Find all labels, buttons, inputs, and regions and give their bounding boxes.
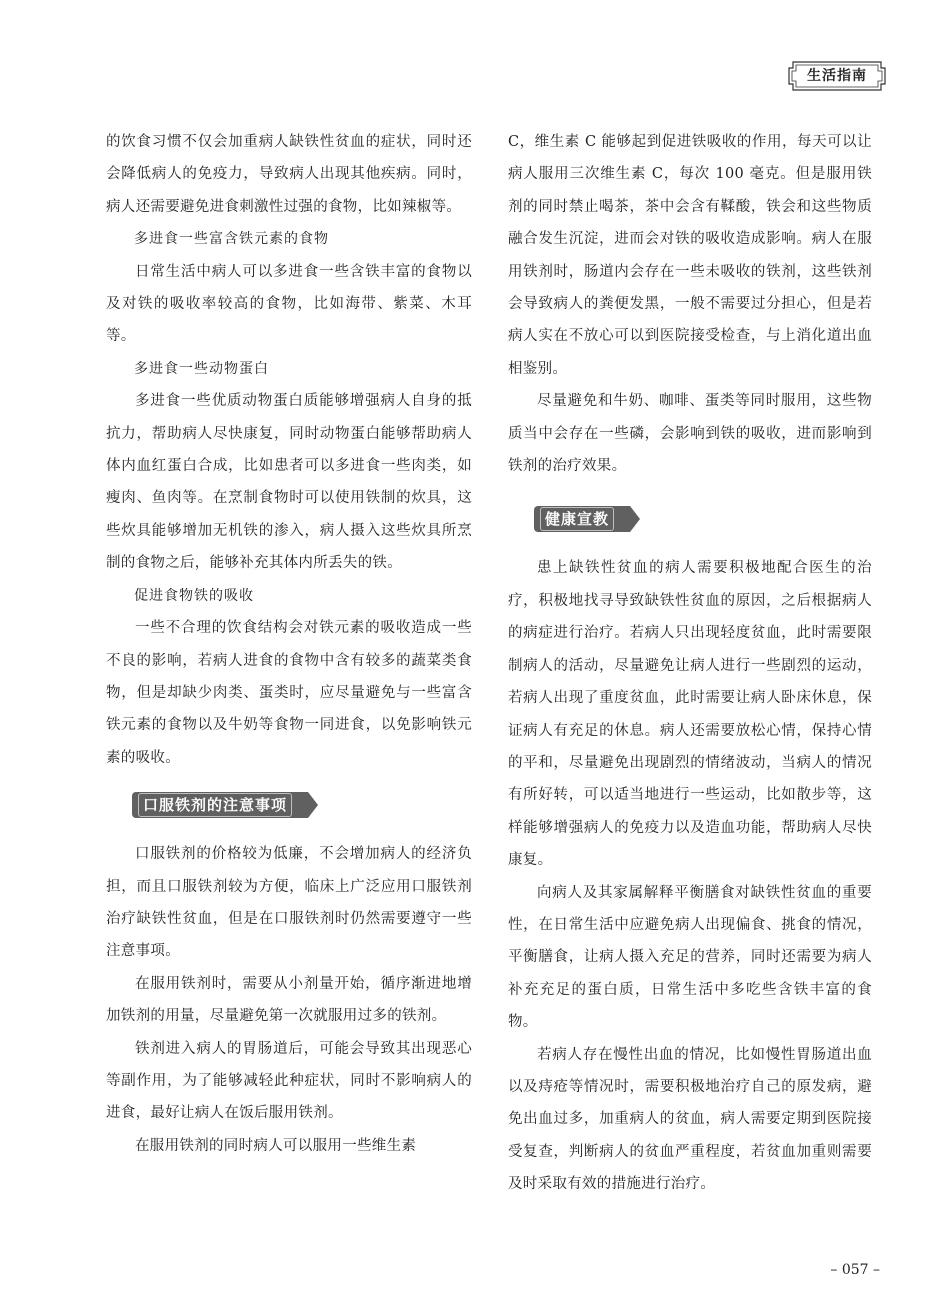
- paragraph: 铁剂进入病人的胃肠道后，可能会导致其出现恶心等副作用，为了能够减轻此种症状，同时不影响病人的进食，最好让病人在饭后服用铁剂。: [106, 1040, 472, 1122]
- paragraph: 在服用铁剂时，需要从小剂量开始，循序渐进地增加铁剂的用量，尽量避免第一次就服用过多的铁剂。: [106, 975, 472, 1025]
- paragraph: 若病人存在慢性出血的情况，比如慢性胃肠道出血以及痔疮等情况时，需要积极地治疗自己的原发病，避免出血过多，加重病人的贫血，病人需要定期到医院接受复查，判断病人的贫血严重程度，若贫血加重则需要及时采取有效的措施进行治疗。: [508, 1046, 872, 1193]
- page-number: – 057 –: [830, 1262, 880, 1278]
- paragraph: 多进食一些优质动物蛋白质能够增强病人自身的抵抗力，帮助病人尽快康复，同时动物蛋白能够帮助病人体内血红蛋白合成，比如患者可以多进食一些肉类，如瘦肉、鱼肉等。在烹制食物时可以使用铁制的炊具，这些炊具能够增加无机铁的渗入，病人摄入这些炊具所烹制的食物之后，能够补充其体内所丢失的铁。: [106, 393, 472, 572]
- section-badge: [132, 792, 308, 818]
- section-badge: [534, 506, 630, 532]
- paragraph: 尽量避免和牛奶、咖啡、蛋类等同时服用，这些物质当中会存在一些磷，会影响到铁的吸收，进而影响到铁剂的治疗效果。: [508, 393, 872, 475]
- section-heading: [508, 482, 872, 552]
- paragraph: 日常生活中病人可以多进食一些含铁丰富的食物以及对铁的吸收率较高的食物，比如海带、紫菜、木耳等。: [106, 263, 472, 345]
- paragraph: 向病人及其家属解释平衡膳食对缺铁性贫血的重要性，在日常生活中应避免病人出现偏食、挑食的情况，平衡膳食，让病人摄入充足的营养，同时还需要为病人补充充足的蛋白质，日常生活中多吃些含铁丰富的食物。: [508, 884, 872, 1031]
- paragraph: 一些不合理的饮食结构会对铁元素的吸收造成一些不良的影响，若病人进食的食物中含有较多的蔬菜类食物，但是却缺少肉类、蛋类时，应尽量避免与一些富含铁元素的食物以及牛奶等食物一同进食，以免影响铁元素的吸收。: [106, 620, 472, 766]
- paragraph: C，维生素 C 能够起到促进铁吸收的作用，每天可以让病人服用三次维生素 C，每次 100 毫克。但是服用铁剂的同时禁止喝茶，茶中会含有鞣酸，铁会和这些物质融合发生沉淀，进而会对铁的吸收造成影响。病人在服用铁剂时，肠道内会存在一些未吸收的铁剂，这些铁剂会导致病人的粪便发黑，一般不需要过分担心，但是若病人实在不放心可以到医院接受检查，与上消化道出血相鉴别。: [508, 134, 872, 377]
- paragraph: 口服铁剂的价格较为低廉，不会增加病人的经济负担，而且口服铁剂较为方便，临床上广泛应用口服铁剂治疗缺铁性贫血，但是在口服铁剂时仍然需要遵守一些注意事项。: [106, 846, 472, 960]
- subheading: 促进食物铁的吸收: [134, 587, 254, 604]
- subheading: 多进食一些动物蛋白: [134, 360, 269, 377]
- section-title: 口服铁剂的注意事项: [138, 793, 292, 817]
- left-column: [106, 126, 472, 1162]
- subheading: 多进食一些富含铁元素的食物: [134, 231, 329, 248]
- section-tag-label: 生活指南: [807, 68, 867, 84]
- section-tag: [785, 58, 889, 94]
- paragraph: 在服用铁剂的同时病人可以服用一些维生素: [135, 1137, 417, 1154]
- right-column: [508, 126, 872, 1201]
- paragraph: 的饮食习惯不仅会加重病人缺铁性贫血的症状，同时还会降低病人的免疫力，导致病人出现其他疾病。同时，病人还需要避免进食刺激性过强的食物，比如辣椒等。: [106, 134, 472, 215]
- section-heading: [106, 774, 472, 838]
- paragraph: 患上缺铁性贫血的病人需要积极地配合医生的治疗，积极地找寻导致缺铁性贫血的原因，之后根据病人的病症进行治疗。若病人只出现轻度贫血，此时需要限制病人的活动，尽量避免让病人进行一些剧烈的运动，若病人出现了重度贫血，此时需要让病人卧床休息，保证病人有充足的休息。病人还需要放松心情，保持心情的平和，尽量避免出现剧烈的情绪波动，当病人的情况有所好转，可以适当地进行一些运动，比如散步等，这样能够增强病人的免疫力以及造血功能，帮助病人尽快康复。: [508, 560, 872, 869]
- section-title: 健康宣教: [540, 507, 614, 531]
